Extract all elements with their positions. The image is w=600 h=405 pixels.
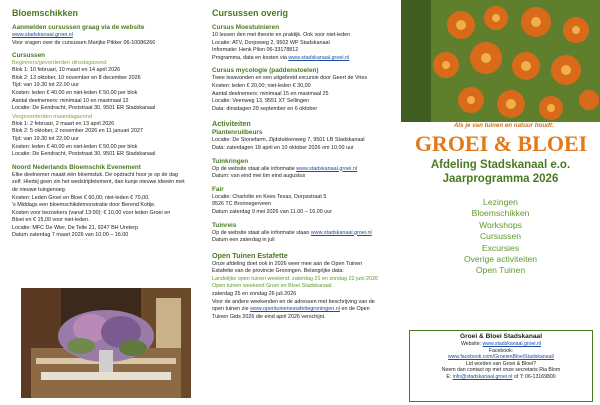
- beginners-label: Beginners/gevorderden dinsdagavond: [12, 60, 107, 67]
- text-line: Tijd: van 19.30 tot 22.00 uur: [12, 135, 79, 142]
- text-line: Datum zaterdag 7 maart 2026 van 10.00 – 16.00: [12, 232, 129, 239]
- flower-arrangement-photo: [21, 288, 191, 398]
- menu-item-open-tuinen: Open Tuinen: [475, 265, 526, 276]
- menu-item-workshops: Workshops: [479, 219, 522, 230]
- menu-item-excursies: Excursies: [481, 242, 520, 253]
- text-line: open tuinen zie: [212, 306, 251, 313]
- facebook-link[interactable]: www.facebook.com/GroeienBloeiStadskanaal/: [447, 354, 555, 361]
- text-line: Elke deelnemer maakt één bloemstuk. De opdracht hoor je op de dag: [12, 171, 179, 178]
- text-line: Locatie: MFC De Wier, De Telle 21, 9247 BH Ureterp: [12, 224, 139, 231]
- heading-activiteiten: Activiteiten: [212, 119, 251, 129]
- text-line: Tuinen Gids 2026 die eind april 2026 verschijnt.: [212, 313, 326, 320]
- text-line: Locatie: De Eendracht, Poststraat 30, 9501 ER Stadskanaal: [12, 105, 156, 112]
- text-line: Aantal deelnemers: minimaal 15 en maximaal 25: [212, 90, 329, 97]
- telephone-text: of T: 06-13169800: [512, 373, 556, 380]
- jaarprogramma-line: Jaarprogramma 2026: [442, 173, 559, 185]
- afdeling-title: [401, 158, 600, 186]
- moestuin-title: Cursus Moestuinieren: [212, 24, 280, 31]
- contact-title: Groei & Bloei Stadskanaal: [459, 333, 543, 340]
- text-line: Data: zaterdagen 18 april en 10 oktober 2026 om 10.00 uur: [212, 144, 354, 151]
- text-line: Kosten: leden € 20,00; niet-leden € 30,00: [212, 82, 311, 89]
- text-line: de nieuwe tuingenoeg.: [12, 186, 67, 193]
- estafette-link[interactable]: www.opentuinenestafettegroningen.nl: [250, 306, 340, 313]
- text-line: Open tuinen weekend Groei en Bloei Stadskanaal:: [212, 283, 333, 290]
- facebook-label: Facebook:: [488, 347, 514, 354]
- text-line: Landelijke open tuinen weekend: zaterdag 21 en zondag 22 juni 2026: [212, 275, 379, 282]
- text-line: Kosten: leden € 40,00 en niet-leden € 50,00 per blok: [12, 89, 138, 96]
- text-line: Locatie: De Eendracht, Poststraat 30, 9501 ER Stadskanaal: [12, 151, 156, 158]
- afdeling-line: Afdeling Stadskanaal e.o.: [430, 159, 571, 171]
- text-line: Onze afdeling doet ook in 2026 weer mee aan de Open Tuinen: [212, 260, 363, 267]
- website-link[interactable]: www.stadskanaal.groei.nl: [310, 229, 372, 236]
- contact-line: Voor vragen over de cursussen Marijke Pikker 06-10086266: [12, 39, 156, 46]
- email-label: E:: [446, 373, 453, 380]
- text-line: Locatie: ATV, Dorpsweg 2, 9502 WP Stadskanaal: [212, 39, 330, 46]
- text-line: Kosten voor bezoekers (vanaf 13:00): € 10,00 voor leden Groei en: [12, 209, 171, 216]
- website-link[interactable]: www.stadskanaal.groei.nl: [296, 165, 358, 172]
- website-link[interactable]: www.stadskanaal.groei.nl: [288, 54, 350, 61]
- fair-title: Fair: [212, 185, 224, 193]
- text-line: Locatie: Charlotte en Kees Texas, Dorpsstraat 5: [212, 193, 327, 200]
- event-title: Noord Nederlands Bloemschik Evenement: [12, 163, 141, 171]
- flowers-photo: [401, 0, 600, 122]
- heading-estafette: Open Tuinen Estafette: [212, 250, 288, 260]
- text-line: Op de website staat alle informatie: [212, 165, 297, 172]
- menu-item-lezingen: Lezingen: [483, 197, 518, 207]
- text-line: Blok 1: 10 februari, 10 maart en 14 april 2026: [12, 67, 121, 74]
- text-line: Locatie: De Stonefarm, Zijdstukkenweg 7, 9501 LB Stadskanaal: [212, 137, 365, 144]
- text-line: Locatie: Veenweg 13, 9551 XT Sellingen: [212, 98, 310, 105]
- text-line: zaterdag 25 en zondag 26 juli 2026: [212, 291, 297, 298]
- column-cursussen-overig: [201, 0, 401, 405]
- neem-contact-text: Neem dan contact op met onze secretaris Ria Blom: [441, 367, 561, 374]
- slogan: Als je van tuinen en natuur houdt:: [453, 122, 555, 129]
- website-link[interactable]: www.stadskanaal.groei.nl: [12, 32, 73, 38]
- text-line: Datum: van eind mei tim eind augustus: [212, 173, 306, 180]
- text-line: Voor de andere weekenden en de adressen met beschrijving van de: [212, 298, 375, 305]
- text-line: Bloei en € 15,00 voor niet-leden.: [12, 217, 90, 224]
- text-line: Kosten: Leden Groei en Bloei € 60,00; niet-leden € 70,00.: [12, 194, 150, 201]
- text-line: Blok 2: 5 oktober, 2 november 2026 en 11 januari 2027: [12, 128, 143, 135]
- cursussen-title: Cursussen: [12, 52, 46, 60]
- tuinkringen-title: Tuinkringen: [212, 157, 249, 165]
- website-link[interactable]: www.stadskanaal.groei.nl: [482, 341, 542, 347]
- column-cover: [401, 0, 600, 405]
- text-line: Programma, data en kosten via: [212, 54, 289, 61]
- groei-bloei-logo: [407, 131, 595, 155]
- tuinreis-title: Tuinreis: [212, 221, 237, 229]
- lid-worden-text: Lid worden van Groei & Bloei?: [465, 360, 537, 367]
- logo-text: GROEI & BLOEI: [414, 131, 588, 155]
- menu-item-cursussen: Cursussen: [479, 231, 522, 242]
- text-line: Estafette van de provincie Groningen. Belangrijke data:: [212, 268, 344, 275]
- plantenruil-title: Plantenruilbeurs: [212, 129, 263, 137]
- text-line: 's Middags een bloemschikdemonstratie door Berend Kottje.: [12, 202, 156, 209]
- text-line: Blok 1: 2 februari, 2 maart en 13 april 2026: [12, 120, 115, 127]
- text-line: Blok 2: 13 oktober, 10 november en 8 december 2026: [12, 74, 141, 81]
- text-line: Datum zaterdag 9 mei 2026 van 11.00 – 16.00 uur: [212, 208, 333, 215]
- program-menu: [401, 197, 600, 277]
- text-line: Kosten: leden € 40,00 en niet-leden € 50,00 per blok: [12, 143, 138, 150]
- text-line: Aantal deelnemers: minimaal 10 en maximaal 12: [12, 97, 129, 104]
- contact-box: [409, 330, 593, 402]
- text-line: 10 lessen den met theorie en praktijk. Ook voor niet-leden: [212, 32, 351, 38]
- text-line: Op de website staat alle informatie staan: [212, 229, 311, 236]
- heading-bloemschikken: Bloemschikken: [12, 8, 79, 18]
- text-line: 9526 TC Bronnegerveen: [212, 201, 271, 208]
- website-label: Website:: [460, 341, 483, 347]
- menu-item-overige: Overige activiteiten: [463, 254, 538, 265]
- text-line: zelf. Hierbij geen zin het wedstrijdelement, dan kunje nieuwe ideeën met: [12, 179, 185, 186]
- text-line: Informatie: Henk Pilon 06-33178812: [212, 47, 299, 54]
- text-line: Tijd: van 19.30 tot 22.00 uur: [12, 82, 79, 89]
- text-line: Twee lesavonden en een uitgebreid excursie door Geert de Vries: [212, 75, 368, 82]
- gevorderden-label: Vergevorderden maandagavond: [12, 113, 92, 120]
- heading-cursussen-overig: Cursussen overig: [212, 8, 289, 18]
- text-line: Datum een zaterdag in juli: [212, 237, 275, 244]
- text-line: en de Open: [340, 306, 370, 313]
- aanmelden-title: Aanmelden cursussen graag via de website: [12, 24, 145, 31]
- email-link[interactable]: info@stadskanaal.groei.nl: [452, 373, 513, 380]
- text-line: Data: dinsdagen 29 september en 6 oktober: [212, 105, 318, 112]
- mycologie-title: Cursus mycologie (paddenstoelen): [212, 67, 319, 75]
- menu-item-bloemschikken: Bloemschikken: [471, 208, 530, 219]
